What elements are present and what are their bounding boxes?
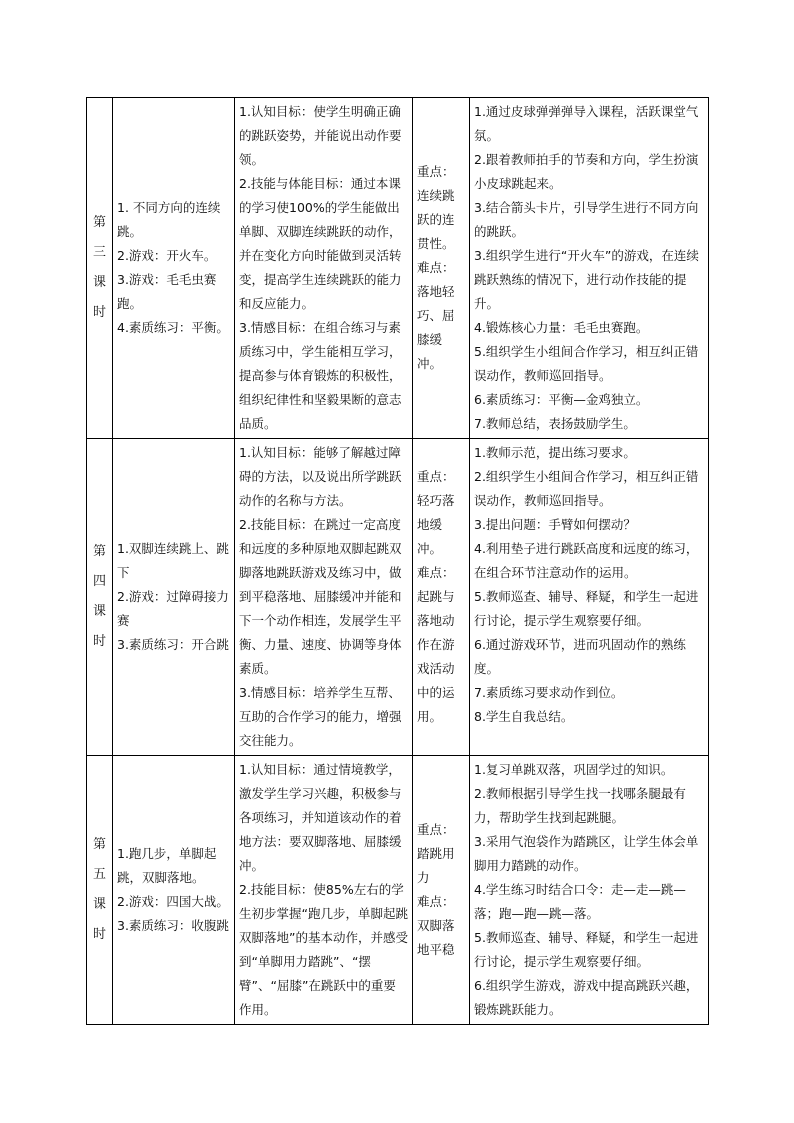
process-step: 8.学生自我总结。 <box>474 709 574 724</box>
process-step: 6.组织学生游戏，游戏中提高跳跃兴趣，锻炼跳跃能力。 <box>474 978 699 1017</box>
goals-cell <box>235 756 413 1025</box>
content-cell <box>113 439 235 756</box>
process-step: 5.教师巡查、辅导、释疑，和学生一起进行讨论，提示学生观察要仔细。 <box>474 589 699 628</box>
lesson-number-char: 课 <box>92 604 106 619</box>
lesson-number-char: 课 <box>92 897 106 912</box>
key-difficulty-line: 膝缓冲。 <box>417 332 443 371</box>
process-step: 1.教师示范，提出练习要求。 <box>474 445 636 460</box>
process-step: 2.跟着教师拍手的节奏和方向，学生扮演小皮球跳起来。 <box>474 152 699 191</box>
process-step: 3.提出问题：手臂如何摆动？ <box>474 517 636 532</box>
key-difficulty-line: 地缓冲。 <box>417 517 443 556</box>
goal-item: 3.情感目标：培养学生互帮、互助的合作学习的能力，增强交往能力。 <box>239 685 402 748</box>
goal-item: 2.技能目标：在跳过一定高度和远度的多种原地双脚起跳双脚落地跳跃游戏及练习中，做到平稳落地、屈膝缓冲并能和下一个动作相连，发展学生平衡、力量、速度、协调等身体素质。 <box>239 517 402 676</box>
lesson-number-cell <box>87 756 113 1025</box>
content-item: 1.双脚连续跳上、跳下 <box>117 541 229 580</box>
goal-item: 3.情感目标：在组合练习与素质练习中，学生能相互学习，提高参与体育锻炼的积极性，组织纪律性和坚毅果断的意志品质。 <box>239 320 402 431</box>
content-item: 4.素质练习：平衡。 <box>117 320 229 335</box>
key-difficulty-line: 贯性。 <box>417 236 455 251</box>
process-step: 6.通过游戏环节，进而巩固动作的熟练度。 <box>474 637 686 676</box>
key-difficulty-line: 难点： <box>417 565 455 580</box>
key-difficulty-line: 双脚落 <box>417 918 455 933</box>
process-step: 2.教师根据引导学生找一找哪条腿最有力，帮助学生找到起跳腿。 <box>474 786 686 825</box>
key-difficulty-line: 重点： <box>417 164 455 179</box>
process-cell <box>470 439 709 756</box>
lesson-number-char: 课 <box>92 275 106 290</box>
key-difficulty-line: 跃的连 <box>417 212 455 227</box>
goal-item: 1.认知目标：使学生明确正确的跳跃姿势，并能说出动作要领。 <box>239 104 402 167</box>
key-difficulty-line: 力 <box>417 870 430 885</box>
process-step: 3.采用气泡袋作为踏跳区，让学生体会单脚用力踏跳的动作。 <box>474 834 699 873</box>
key-difficulty-line: 落地动 <box>417 613 455 628</box>
lesson-number-char: 时 <box>92 927 106 942</box>
process-cell <box>470 98 709 439</box>
key-difficulty-line: 踏跳用 <box>417 846 455 861</box>
lesson-number-char: 时 <box>92 634 106 649</box>
content-cell <box>113 756 235 1025</box>
key-difficulty-line: 重点： <box>417 469 455 484</box>
lesson-row <box>87 756 709 1025</box>
key-difficulty-line: 难点： <box>417 894 455 909</box>
process-step: 5.组织学生小组间合作学习，相互纠正错误动作，教师巡回指导。 <box>474 344 699 383</box>
goal-item: 1.认知目标：通过情境教学，激发学生学习兴趣，积极参与各项练习，并知道该动作的着地方法：要双脚落地、屈膝缓冲。 <box>239 762 402 873</box>
lesson-number-char: 五 <box>92 867 106 882</box>
key-difficulty-line: 戏活动 <box>417 661 455 676</box>
goal-item: 1.认知目标：能够了解越过障碍的方法，以及说出所学跳跃动作的名称与方法。 <box>239 445 402 508</box>
key-difficulty-line: 轻巧落 <box>417 493 455 508</box>
process-cell <box>470 756 709 1025</box>
key-difficulty-line: 难点： <box>417 260 455 275</box>
lesson-plan-table <box>86 97 709 1025</box>
process-step: 4.学生练习时结合口令：走—走—跳—落；跑—跑—跳—落。 <box>474 882 686 921</box>
content-item: 3.素质练习：开合跳 <box>117 637 229 652</box>
lesson-number-char: 时 <box>92 305 106 320</box>
process-step: 4.锻炼核心力量：毛毛虫赛跑。 <box>474 320 649 335</box>
key-difficulty-line: 中的运 <box>417 685 455 700</box>
lesson-row <box>87 439 709 756</box>
process-step: 5.教师巡查、辅导、释疑，和学生一起进行讨论，提示学生观察要仔细。 <box>474 930 699 969</box>
key-difficulty-line: 连续跳 <box>417 188 455 203</box>
content-cell <box>113 98 235 439</box>
lesson-number-char: 第 <box>92 544 106 559</box>
content-item: 2.游戏：开火车。 <box>117 248 217 263</box>
lesson-number-char: 四 <box>92 574 106 589</box>
process-step: 3.结合箭头卡片，引导学生进行不同方向的跳跃。 <box>474 200 699 239</box>
lesson-number-cell <box>87 439 113 756</box>
process-step: 3.组织学生进行“开火车”的游戏，在连续跳跃熟练的情况下，进行动作技能的提升。 <box>474 248 699 311</box>
key-difficulty-line: 起跳与 <box>417 589 455 604</box>
content-item: 2.游戏：过障碍接力赛 <box>117 589 229 628</box>
key-difficulty-cell <box>413 98 470 439</box>
goals-cell <box>235 439 413 756</box>
process-step: 7.教师总结，表扬鼓励学生。 <box>474 416 636 431</box>
content-item: 2.游戏：四国大战。 <box>117 894 229 909</box>
lesson-number-char: 三 <box>92 245 106 260</box>
key-difficulty-cell <box>413 756 470 1025</box>
lesson-number-char: 第 <box>92 837 106 852</box>
key-difficulty-line: 巧、屈 <box>417 308 455 323</box>
lesson-row <box>87 98 709 439</box>
process-step: 4.利用垫子进行跳跃高度和远度的练习，在组合环节注意动作的运用。 <box>474 541 699 580</box>
goal-item: 2.技能与体能目标：通过本课的学习使100%的学生能做出单脚、双脚连续跳跃的动作，并在变化方向时能做到灵活转变，提高学生连续跳跃的能力和反应能力。 <box>239 176 402 311</box>
process-step: 1.复习单跳双落，巩固学过的知识。 <box>474 762 674 777</box>
key-difficulty-cell <box>413 439 470 756</box>
process-step: 2.组织学生小组间合作学习，相互纠正错误动作，教师巡回指导。 <box>474 469 699 508</box>
content-item: 3.素质练习：收腹跳 <box>117 918 229 933</box>
key-difficulty-line: 作在游 <box>417 637 455 652</box>
key-difficulty-line: 落地轻 <box>417 284 455 299</box>
process-step: 6.素质练习：平衡—金鸡独立。 <box>474 392 649 407</box>
process-step: 7.素质练习要求动作到位。 <box>474 685 624 700</box>
content-item: 1.跑几步，单脚起跳，双脚落地。 <box>117 846 217 885</box>
lesson-number-cell <box>87 98 113 439</box>
key-difficulty-line: 用。 <box>417 709 443 724</box>
lesson-number-char: 第 <box>92 215 106 230</box>
key-difficulty-line: 重点： <box>417 822 455 837</box>
goals-cell <box>235 98 413 439</box>
content-item: 3.游戏：毛毛虫赛跑。 <box>117 272 217 311</box>
process-step: 1.通过皮球弹弹弹导入课程，活跃课堂气氛。 <box>474 104 699 143</box>
content-item: 1. 不同方向的连续跳。 <box>117 200 221 239</box>
key-difficulty-line: 地平稳 <box>417 942 455 957</box>
goal-item: 2.技能目标：使85%左右的学生初步掌握“跑几步，单脚起跳双脚落地”的基本动作，并感受到“单脚用力踏跳”、“摆臂”、“屈膝”在跳跃中的重要作用。 <box>239 882 408 1017</box>
